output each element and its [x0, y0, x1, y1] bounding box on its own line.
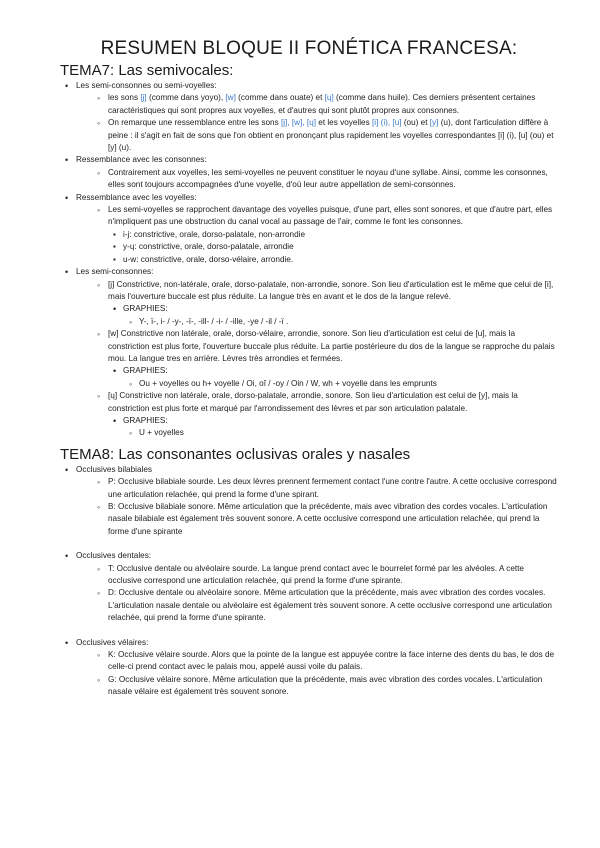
ipa-symbol: [i] (i), [u] [371, 118, 402, 128]
ipa-symbol: [y] [429, 118, 439, 128]
list-item: ▪ y-ɥ: constrictive, orale, dorso-palatale, arrondie [76, 241, 558, 253]
list-item: ◦ B: Occlusive bilabiale sonore. Même articulation que la précédente, mais avec vibration des cordes vocales. L'articulation nasale bilabiale est également très souvent sonore. A cette occlusive correspond une articulation relachée, qui prend la forme d'une spirante [76, 501, 558, 538]
ipa-symbol: [ɥ] [324, 93, 334, 103]
list-item: • Ressemblance avec les voyelles: ◦ Les semi-voyelles se rapprochent davantage des voyelles puisque, d'une part, elles sont sonores, et que d'autre part, elles n'impliquent pas une obstruction du canal vocal au passage de l'air, comme le font les consonnes. ▪ i-j: constrictive, orale, dorso-palatale, non-arrondie ▪ y-ɥ: constrictive, orale, dorso-palatale, arrondie ▪ u-w: constrictive, orale, dorso-vélaire, arrondie. [60, 192, 558, 266]
list-item: ◦ Contrairement aux voyelles, les semi-voyelles ne peuvent constituer le noyau d'une syllabe. Ainsi, comme les consonnes, elles sont toujours accompagnées d'une voyelle, d'où leur autre appellation de semi-consonnes. [76, 167, 558, 192]
graphies-label: • GRAPHIES: [76, 365, 558, 377]
list-item: • Les semi-consonnes ou semi-voyelles: ◦ les sons [j] (comme dans yoyo), [w] (comme dans ouate) et [ɥ] (comme dans huile). Ces derniers présentent certaines caractéristiques qui sont propres aux voyelles, et d'autres qui sont plutôt propres aux consonnes. ◦ On remarque une ressemblance entre les sons [j], [w], [ɥ] et les voyelles [i] (i), [u] (ou) et [y] (u), dont l'articulation diffère à peine : il s'agit en fait de sons que l'on obtient en prononçant plus rapidement les voyelles correspondantes [i] (i), [u] (ou) et [y] (u). [60, 80, 558, 154]
list-item: ▪ i-j: constrictive, orale, dorso-palatale, non-arrondie [76, 229, 558, 241]
list-item: • Occlusives dentales: ◦ T: Occlusive dentale ou alvéolaire sourde. La langue prend contact avec le bourrelet formé par les alvéoles. A cette occlusive correspond une articulation relachée, qui prend la forme d'une spirante. ◦ D: Occlusive dentale ou alvéolaire sonore. Même articulation que la précédente, mais avec vibration des cordes vocales. L'articulation nasale dentale ou alvéolaire est également très souvent sonore. A cette occlusive correspond une articulation relachée, qui prend la forme d'une spirante. [60, 550, 558, 624]
page-title: RESUMEN BLOQUE II FONÉTICA FRANCESA: [100, 38, 518, 59]
list-item: ◦ P: Occlusive bilabiale sourde. Les deux lèvres prennent fermement contact l'une contre l'autre. A cette occlusive correspond une articulation relachée, qui prend la forme d'une spirant. [76, 476, 558, 501]
ipa-symbol: [j] [140, 93, 147, 103]
list-item: ◦ T: Occlusive dentale ou alvéolaire sourde. La langue prend contact avec le bourrelet formé par les alvéoles. A cette occlusive correspond une articulation relachée, qui prend la forme d'une spirante. [76, 563, 558, 588]
list-item: ◦ D: Occlusive dentale ou alvéolaire sonore. Même articulation que la précédente, mais avec vibration des cordes vocales. L'articulation nasale dentale ou alvéolaire est également très souvent sonore. A cette occlusive correspond une articulation relachée, qui prend la forme d'une spirante. [76, 587, 558, 624]
ipa-symbol: [j], [w], [ɥ] [280, 118, 316, 128]
tema7-list [60, 80, 558, 440]
list-item: • Occlusives vélaires: ◦ K: Occlusive vélaire sourde. Alors que la pointe de la langue est appuyée contre la face interne des dents du bas, le dos de celle-ci prend contact avec le palais mou, appelé aussi voile du palais. ◦ G: Occlusive vélaire sonore. Même articulation que la précédente, mais avec vibration des cordes vocales. L'articulation nasale vélaire est également très souvent sonore. [60, 637, 558, 699]
list-item: ▪ u-w: constrictive, orale, dorso-vélaire, arrondie. [76, 254, 558, 266]
list-item: ◦ K: Occlusive vélaire sourde. Alors que la pointe de la langue est appuyée contre la face interne des dents du bas, le dos de celle-ci prend contact avec le palais mou, appelé aussi voile du palais. [76, 649, 558, 674]
list-item: • Occlusives bilabiales ◦ P: Occlusive bilabiale sourde. Les deux lèvres prennent fermement contact l'une contre l'autre. A cette occlusive correspond une articulation relachée, qui prend la forme d'une spirant. ◦ B: Occlusive bilabiale sonore. Même articulation que la précédente, mais avec vibration des cordes vocales. L'articulation nasale bilabiale est également très souvent sonore. A cette occlusive correspond une articulation relachée, qui prend la forme d'une spirante [60, 464, 558, 538]
graphies-label: • GRAPHIES: [76, 415, 558, 427]
list-item: ◦ [w] Constrictive non latérale, orale, dorso-vélaire, arrondie, sonore. Son lieu d'articulation est celui de [u], mais la constriction est plus forte, l'ouverture buccale plus réduite. La partie postérieure du dos de la langue se rapproche du palais mou. La langue tres en arrière. Lèvres très arrondies et fermées. [76, 328, 558, 365]
list-item: ◦ [ɥ] Constrictive non latérale, orale, dorso-palatale, arrondie, sonore. Son lieu d'articulation est celui de [y], mais la constriction est plus forte et marqué par l'arrondissement des lèvres et par son articulation palatale. [76, 390, 558, 415]
tema8-heading: TEMA8: Las consonantes oclusivas orales y nasales [60, 445, 411, 463]
graphies-item: ◦ Y-, ï-, i- / -y-, -ï-, -ill- / -i- / -ille, -ye / -il / -ï . [76, 316, 558, 328]
list-item: ◦ [j] Constrictive, non-latérale, orale, dorso-palatale, non-arrondie, sonore. Son lieu d'articulation est le même que celui de [i], mais l'ouverture buccale est plus réduite. La langue très en avant et le dos de la langue relevé. [76, 279, 558, 304]
list-item: • Les semi-consonnes: ◦ [j] Constrictive, non-latérale, orale, dorso-palatale, non-arrondie, sonore. Son lieu d'articulation est le même que celui de [i], mais l'ouverture buccale est plus réduite. La langue très en avant et le dos de la langue relevé. • GRAPHIES: ◦ Y-, ï-, i- / -y-, -ï-, -ill- / -i- / -ille, -ye / -il / -ï . ◦ [w] Constrictive non latérale, orale, dorso-vélaire, arrondie, sonore. Son lieu d'articulation est celui de [u], mais la constriction est plus forte, l'ouverture buccale plus réduite. La partie postérieure du dos de la langue se rapproche du palais mou. La langue tres en arrière. Lèvres très arrondies et fermées. • GRAPHIES: ◦ Ou + voyelles ou h+ voyelle / Oi, oî / -oy / Oin / W, wh + voyelle dans les emprunts ◦ [ɥ] Constrictive non latérale, orale, dorso-palatale, arrondie, sonore. Son lieu d'articulation est celui de [y], mais la constriction est plus forte et marqué par l'arrondissement des lèvres et par son articulation palatale. • GRAPHIES: ◦ U + voyelles [60, 266, 558, 440]
ipa-symbol: [w] [225, 93, 236, 103]
list-item: ◦ les sons [j] (comme dans yoyo), [w] (comme dans ouate) et [ɥ] (comme dans huile). Ces derniers présentent certaines caractéristiques qui sont propres aux voyelles, et d'autres qui sont plutôt propres aux consonnes. [76, 92, 558, 117]
graphies-item: ◦ Ou + voyelles ou h+ voyelle / Oi, oî / -oy / Oin / W, wh + voyelle dans les emprunts [76, 378, 558, 390]
tema8-list [60, 464, 558, 538]
tema7-heading: TEMA7: Las semivocales: [60, 62, 234, 79]
list-item: • Ressemblance avec les consonnes: ◦ Contrairement aux voyelles, les semi-voyelles ne peuvent constituer le noyau d'une syllabe. Ainsi, comme les consonnes, elles sont toujours accompagnées d'une voyelle, d'où leur autre appellation de semi-consonnes. [60, 154, 558, 191]
list-item: ◦ On remarque une ressemblance entre les sons [j], [w], [ɥ] et les voyelles [i] (i), [u] (ou) et [y] (u), dont l'articulation diffère à peine : il s'agit en fait de sons que l'on obtient en prononçant plus rapidement les voyelles correspondantes [i] (i), [u] (ou) et [y] (u). [76, 117, 558, 154]
graphies-label: • GRAPHIES: [76, 303, 558, 315]
graphies-item: ◦ U + voyelles [76, 427, 558, 439]
list-item: ◦ G: Occlusive vélaire sonore. Même articulation que la précédente, mais avec vibration des cordes vocales. L'articulation nasale vélaire est également très souvent sonore. [76, 674, 558, 699]
list-item: ◦ Les semi-voyelles se rapprochent davantage des voyelles puisque, d'une part, elles sont sonores, et que d'autre part, elles n'impliquent pas une obstruction du canal vocal au passage de l'air, comme le font les consonnes. [76, 204, 558, 229]
